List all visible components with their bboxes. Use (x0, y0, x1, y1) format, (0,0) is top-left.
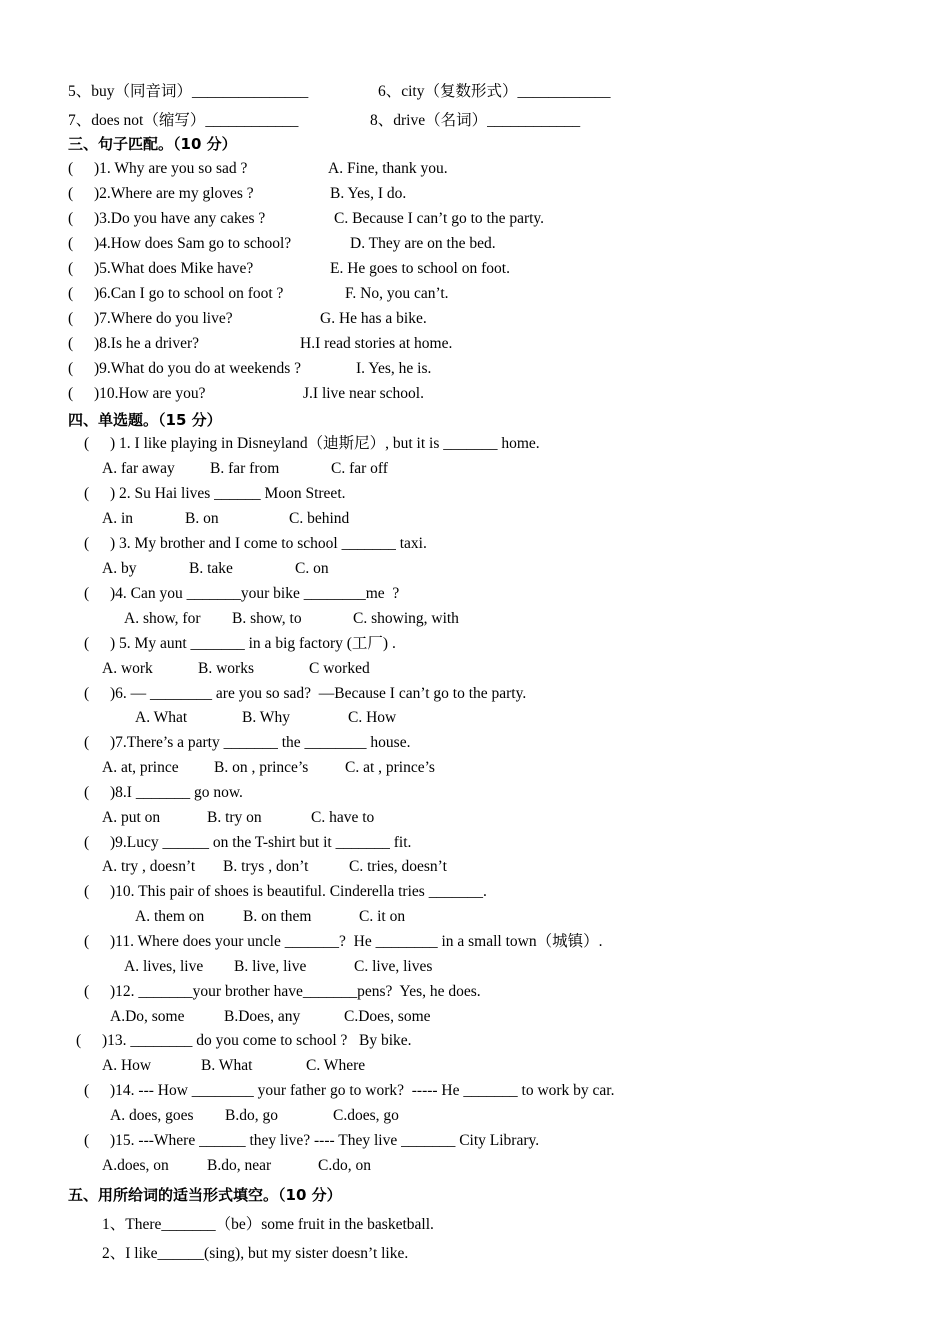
mc-option: B. live, live (234, 958, 307, 975)
match-row: ( )7.Where do you live? (68, 310, 233, 327)
mc-option: C. far off (331, 460, 388, 477)
mc-option: A. by (102, 560, 137, 577)
vocab-8: 8、drive（名词）____________ (370, 112, 581, 129)
mc-option: B. works (198, 660, 254, 677)
mc-question: ( )12. _______your brother have_______pens? Yes, he does. (84, 983, 481, 1000)
match-row: ( )9.What do you do at weekends ? (68, 360, 302, 377)
mc-option: A. How (102, 1057, 152, 1074)
mc-option: A. does, goes (110, 1107, 194, 1124)
mc-question: ( )9.Lucy ______ on the T-shirt but it _______ fit. (84, 834, 412, 851)
mc-option: C. on (295, 560, 329, 577)
vocab-7: 7、does not（缩写）____________ (68, 112, 299, 129)
section5-title: 五、用所给词的适当形式填空。（10 分） (68, 1186, 342, 1204)
match-answer: G. He has a bike. (320, 310, 427, 327)
mc-option: A. at, prince (102, 759, 179, 776)
mc-option: A. them on (135, 908, 205, 925)
match-row: ( )1. Why are you so sad ? (68, 160, 248, 177)
mc-option: C.Does, some (344, 1008, 431, 1025)
mc-option: B. far from (210, 460, 280, 477)
mc-question: ( ) 5. My aunt _______ in a big factory (工厂) . (84, 635, 396, 652)
mc-option: B.do, near (207, 1157, 272, 1174)
match-answer: D. They are on the bed. (350, 235, 496, 252)
mc-option: C. tries, doesn’t (349, 858, 447, 875)
mc-option: B.do, go (225, 1107, 278, 1124)
mc-option: A. What (135, 709, 188, 726)
mc-option: B.Does, any (224, 1008, 301, 1025)
match-row: ( )2.Where are my gloves ? (68, 185, 254, 202)
mc-option: B. on , prince’s (214, 759, 309, 776)
mc-option: C worked (309, 660, 370, 677)
mc-option: A.does, on (102, 1157, 169, 1174)
fill-item: 2、I like______(sing), but my sister doesn’t like. (102, 1245, 409, 1262)
mc-option: B. Why (242, 709, 290, 726)
match-row: ( )3.Do you have any cakes ? (68, 210, 266, 227)
match-row: ( )8.Is he a driver? (68, 335, 200, 352)
mc-option: A. lives, live (124, 958, 204, 975)
match-answer: A. Fine, thank you. (328, 160, 448, 177)
fill-item: 1、There_______（be）some fruit in the basketball. (102, 1216, 434, 1233)
mc-option: C. showing, with (353, 610, 459, 627)
mc-option: A. in (102, 510, 133, 527)
mc-question: ( )4. Can you _______your bike ________me ? (84, 585, 400, 602)
match-answer: E. He goes to school on foot. (330, 260, 510, 277)
mc-option: A. far away (102, 460, 175, 477)
mc-option: C. behind (289, 510, 350, 527)
match-answer: F. No, you can’t. (345, 285, 449, 302)
vocab-5: 5、buy（同音词）_______________ (68, 83, 309, 100)
mc-option: A. show, for (124, 610, 201, 627)
mc-question: ( ) 2. Su Hai lives ______ Moon Street. (84, 485, 346, 502)
mc-question: ( )10. This pair of shoes is beautiful. Cinderella tries _______. (84, 883, 487, 900)
mc-option: B. trys , don’t (223, 858, 309, 875)
mc-option: C. Where (306, 1057, 366, 1074)
mc-question: ( )6. — ________ are you so sad? —Because I can’t go to the party. (84, 685, 527, 702)
mc-option: C. have to (311, 809, 375, 826)
mc-question: ( )14. --- How ________ your father go to work? ----- He _______ to work by car. (84, 1082, 615, 1099)
match-answer: C. Because I can’t go to the party. (334, 210, 545, 227)
mc-option: B. try on (207, 809, 262, 826)
mc-question: ( )13. ________ do you come to school ? By bike. (76, 1032, 412, 1049)
mc-option: A. put on (102, 809, 161, 826)
mc-question: ( ) 1. I like playing in Disneyland（迪斯尼）, but it is _______ home. (84, 435, 540, 452)
section4-title: 四、单选题。（15 分） (68, 411, 222, 429)
match-row: ( )5.What does Mike have? (68, 260, 254, 277)
match-answer: B. Yes, I do. (330, 185, 407, 202)
match-answer: J.I live near school. (303, 385, 424, 402)
match-row: ( )4.How does Sam go to school? (68, 235, 292, 252)
mc-option: A. work (102, 660, 153, 677)
mc-option: B. on (185, 510, 219, 527)
mc-option: C. How (348, 709, 397, 726)
mc-question: ( ) 3. My brother and I come to school _______ taxi. (84, 535, 427, 552)
section3-title: 三、句子匹配。（10 分） (68, 135, 237, 153)
match-answer: H.I read stories at home. (300, 335, 453, 352)
mc-question: ( )11. Where does your uncle _______? He ________ in a small town（城镇）. (84, 933, 603, 950)
match-answer: I. Yes, he is. (356, 360, 432, 377)
mc-option: C. it on (359, 908, 406, 925)
mc-option: B. What (201, 1057, 253, 1074)
mc-option: B. take (189, 560, 233, 577)
match-row: ( )6.Can I go to school on foot ? (68, 285, 284, 302)
mc-option: B. show, to (232, 610, 302, 627)
mc-option: C. at , prince’s (345, 759, 435, 776)
mc-question: ( )8.I _______ go now. (84, 784, 243, 801)
mc-option: A.Do, some (110, 1008, 185, 1025)
mc-option: C.do, on (318, 1157, 371, 1174)
mc-option: C. live, lives (354, 958, 433, 975)
mc-option: A. try , doesn’t (102, 858, 196, 875)
vocab-6: 6、city（复数形式）____________ (378, 83, 611, 100)
mc-question: ( )15. ---Where ______ they live? ---- They live _______ City Library. (84, 1132, 540, 1149)
mc-option: C.does, go (333, 1107, 399, 1124)
mc-option: B. on them (243, 908, 312, 925)
match-row: ( )10.How are you? (68, 385, 206, 402)
mc-question: ( )7.There’s a party _______ the ________ house. (84, 734, 411, 751)
